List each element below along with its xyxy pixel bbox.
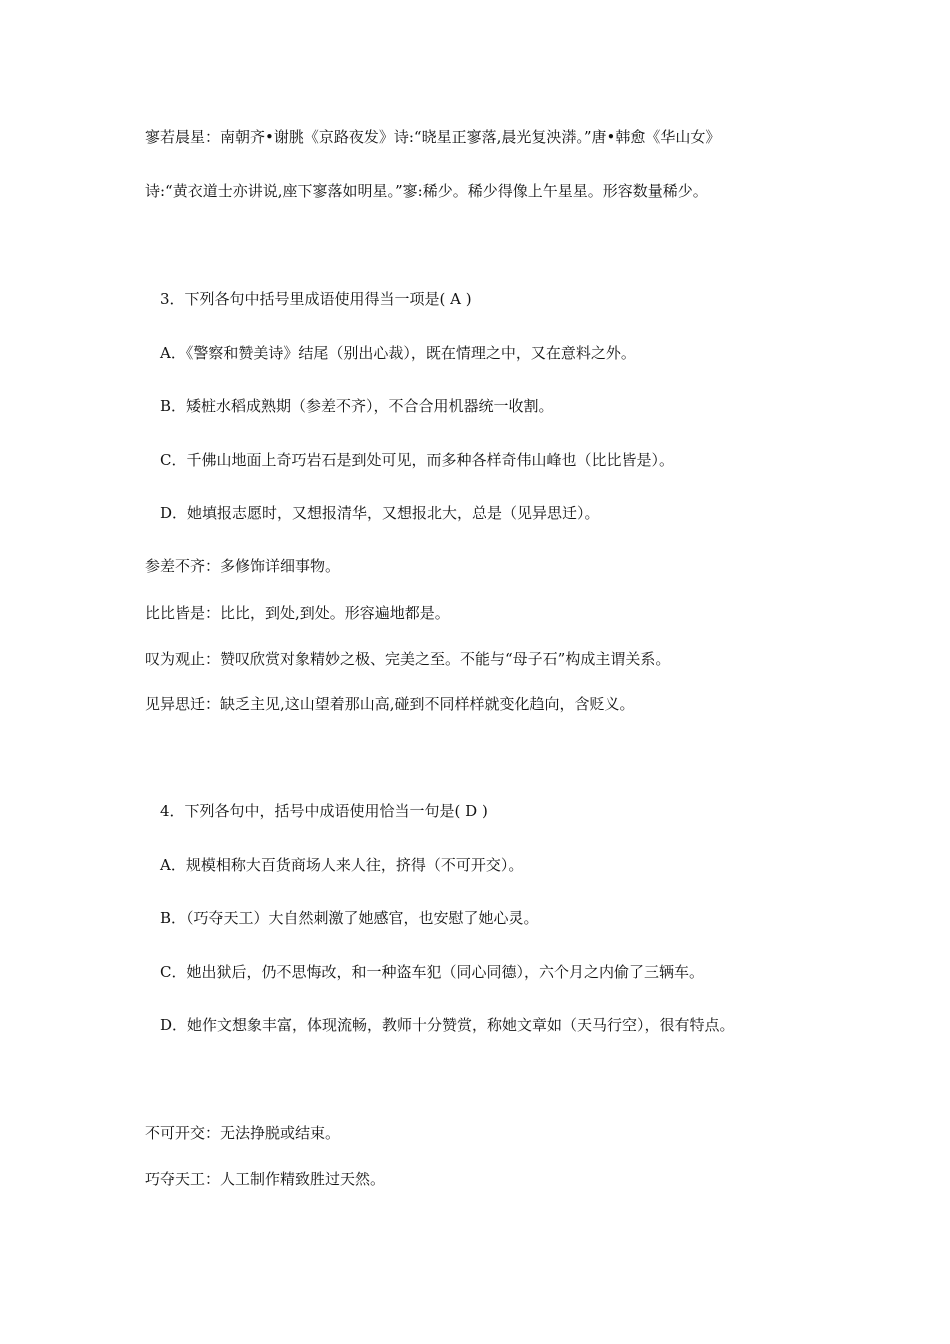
question-4-option-c: C．她出狱后，仍不思悔改，和一种盗车犯（同心同德），六个月之内偷了三辆车。 bbox=[160, 963, 704, 981]
question-3-note-3: 叹为观止：赞叹欣赏对象精妙之极、完美之至。不能与“母子石”构成主谓关系。 bbox=[145, 650, 671, 668]
question-3-option-c: C．千佛山地面上奇巧岩石是到处可见，而多种各样奇伟山峰也（比比皆是）。 bbox=[160, 451, 674, 469]
question-3-note-2: 比比皆是：比比，到处,到处。形容遍地都是。 bbox=[145, 604, 450, 622]
question-3-note-4: 见异思迁：缺乏主见,这山望着那山高,碰到不同样样就变化趋向，含贬义。 bbox=[145, 695, 635, 713]
question-4-option-a: A．规模相称大百货商场人来人往，挤得（不可开交）。 bbox=[160, 856, 524, 874]
question-3-option-d: D．她填报志愿时，又想报清华，又想报北大，总是（见异思迁）。 bbox=[160, 504, 600, 522]
intro-line-2: 诗:“黄衣道士亦讲说,座下寥落如明星。”寥:稀少。稀少得像上午星星。形容数量稀少。 bbox=[145, 182, 708, 200]
question-4-stem: 4．下列各句中，括号中成语使用恰当一句是( D ) bbox=[160, 802, 488, 820]
question-3-note-1: 参差不齐：多修饰详细事物。 bbox=[145, 557, 341, 575]
question-3-option-b: B．矮桩水稻成熟期（参差不齐），不合合用机器统一收割。 bbox=[160, 397, 554, 415]
question-3-stem: 3．下列各句中括号里成语使用得当一项是( A ) bbox=[160, 290, 472, 308]
question-4-option-d: D．她作文想象丰富，体现流畅，教师十分赞赏，称她文章如（天马行空），很有特点。 bbox=[160, 1016, 735, 1034]
intro-line-1: 寥若晨星：南朝齐•谢朓《京路夜发》诗:“晓星正寥落,晨光复泱漭。”唐•韩愈《华山女》 bbox=[145, 128, 721, 146]
question-4-note-1: 不可开交：无法挣脱或结束。 bbox=[145, 1124, 341, 1142]
question-4-option-b: B．（巧夺天工）大自然刺激了她感官，也安慰了她心灵。 bbox=[160, 909, 539, 927]
question-4-note-2: 巧夺天工：人工制作精致胜过天然。 bbox=[145, 1170, 386, 1188]
question-3-option-a: A．《警察和赞美诗》结尾（别出心裁），既在情理之中，又在意料之外。 bbox=[160, 344, 636, 362]
